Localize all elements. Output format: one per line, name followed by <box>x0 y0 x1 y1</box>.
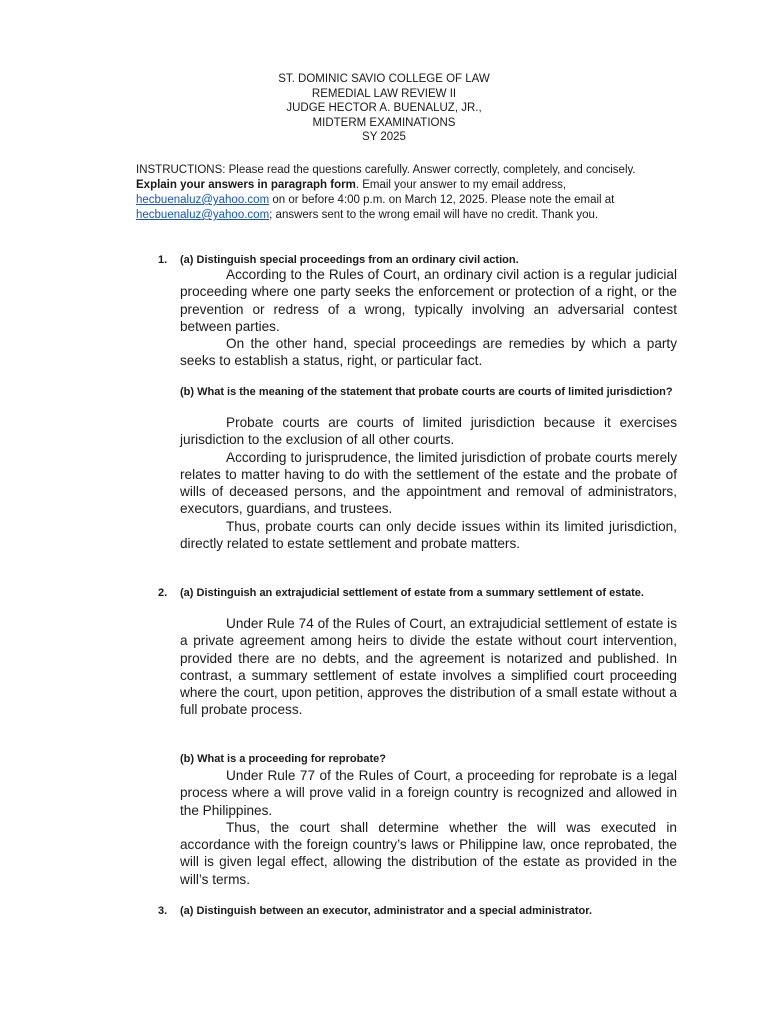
answer-paragraph: Probate courts are courts of limited jurisdiction because it exercises jurisdiction to the exclusion of all other courts. <box>180 415 677 448</box>
answer-paragraph: Thus, the court shall determine whether the will was executed in accordance with the foreign country’s laws or Philippine law, once reprobated, the will is given legal effect, allowing the distribution of the estate as provided in the will’s terms. <box>180 819 677 887</box>
course-title: REMEDIAL LAW REVIEW II <box>311 87 457 100</box>
instructions-text-3: on or before 4:00 p.m. on March 12, 2025. Please note the email at <box>269 194 615 206</box>
school-name: ST. DOMINIC SAVIO COLLEGE OF LAW <box>278 73 490 85</box>
answer-paragraph: Under Rule 77 of the Rules of Court, a proceeding for reprobate is a legal process where a will prove valid in a foreign country is recognized and allowed in the Philippines. <box>180 768 677 818</box>
answer-paragraph: Thus, probate courts can only decide issues within its limited jurisdiction, directly related to estate settlement and probate matters. <box>180 518 677 552</box>
question-2a: (a) Distinguish an extrajudicial settlement of estate from a summary settlement of estate. <box>180 587 644 599</box>
answer-paragraph: Under Rule 74 of the Rules of Court, an extrajudicial settlement of estate is a private agreement among heirs to divide the estate without court intervention, provided there are no debts, and the agreement is notarized and published. In contrast, a summary settlement of estate involves a simplified court proceeding where the court, upon petition, approves the distribution of a small estate without a full probate process. <box>180 616 677 718</box>
instructions-bold-text: Explain your answers in paragraph form <box>136 179 356 191</box>
instructor-name: JUDGE HECTOR A. BUENALUZ, JR., <box>286 102 482 115</box>
question-1b: (b) What is the meaning of the statement that probate courts are courts of limited jurisdiction? <box>180 386 673 398</box>
email-link-2[interactable]: hecbuenaluz@yahoo.com <box>136 209 270 221</box>
question-3a: (a) Distinguish between an executor, administrator and a special administrator. <box>180 905 592 917</box>
answer-1b <box>180 414 677 552</box>
question-1a: (a) Distinguish special proceedings from an ordinary civil action. <box>180 254 519 266</box>
instructions-text-4: ; answers sent to the wrong email will have no credit. Thank you. <box>269 209 599 221</box>
question-number: 3. <box>158 905 168 917</box>
email-link[interactable]: hecbuenaluz@yahoo.com <box>136 194 270 206</box>
answer-paragraph: According to the Rules of Court, an ordinary civil action is a regular judicial proceeding where one party seeks the enforcement or protection of a right, or the prevention or redress of a wrong, typically involving an adversarial contest between parties. <box>180 267 677 334</box>
instructions-text-1: INSTRUCTIONS: Please read the questions carefully. Answer correctly, completely, and concisely. <box>136 164 636 176</box>
answer-paragraph: On the other hand, special proceedings are remedies by which a party seeks to establish a status, right, or particular fact. <box>180 336 677 369</box>
instructions <box>136 163 668 223</box>
exam-title: MIDTERM EXAMINATIONS <box>312 116 456 129</box>
instructions-text-2: . Email your answer to my email address, <box>355 179 567 191</box>
question-number: 1. <box>158 254 168 266</box>
answer-1a <box>180 266 677 370</box>
exam-header <box>0 72 768 145</box>
school-year: SY 2025 <box>362 131 406 144</box>
answer-2b <box>180 767 677 888</box>
question-number: 2. <box>158 587 168 599</box>
answer-paragraph: According to jurisprudence, the limited jurisdiction of probate courts merely relates to matter having to do with the settlement of the estate and the probate of wills of deceased persons, and the appointment and removal of administrators, executors, guardians, and trustees. <box>180 449 677 517</box>
answer-2a <box>180 615 677 719</box>
question-2b: (b) What is a proceeding for reprobate? <box>180 753 386 765</box>
